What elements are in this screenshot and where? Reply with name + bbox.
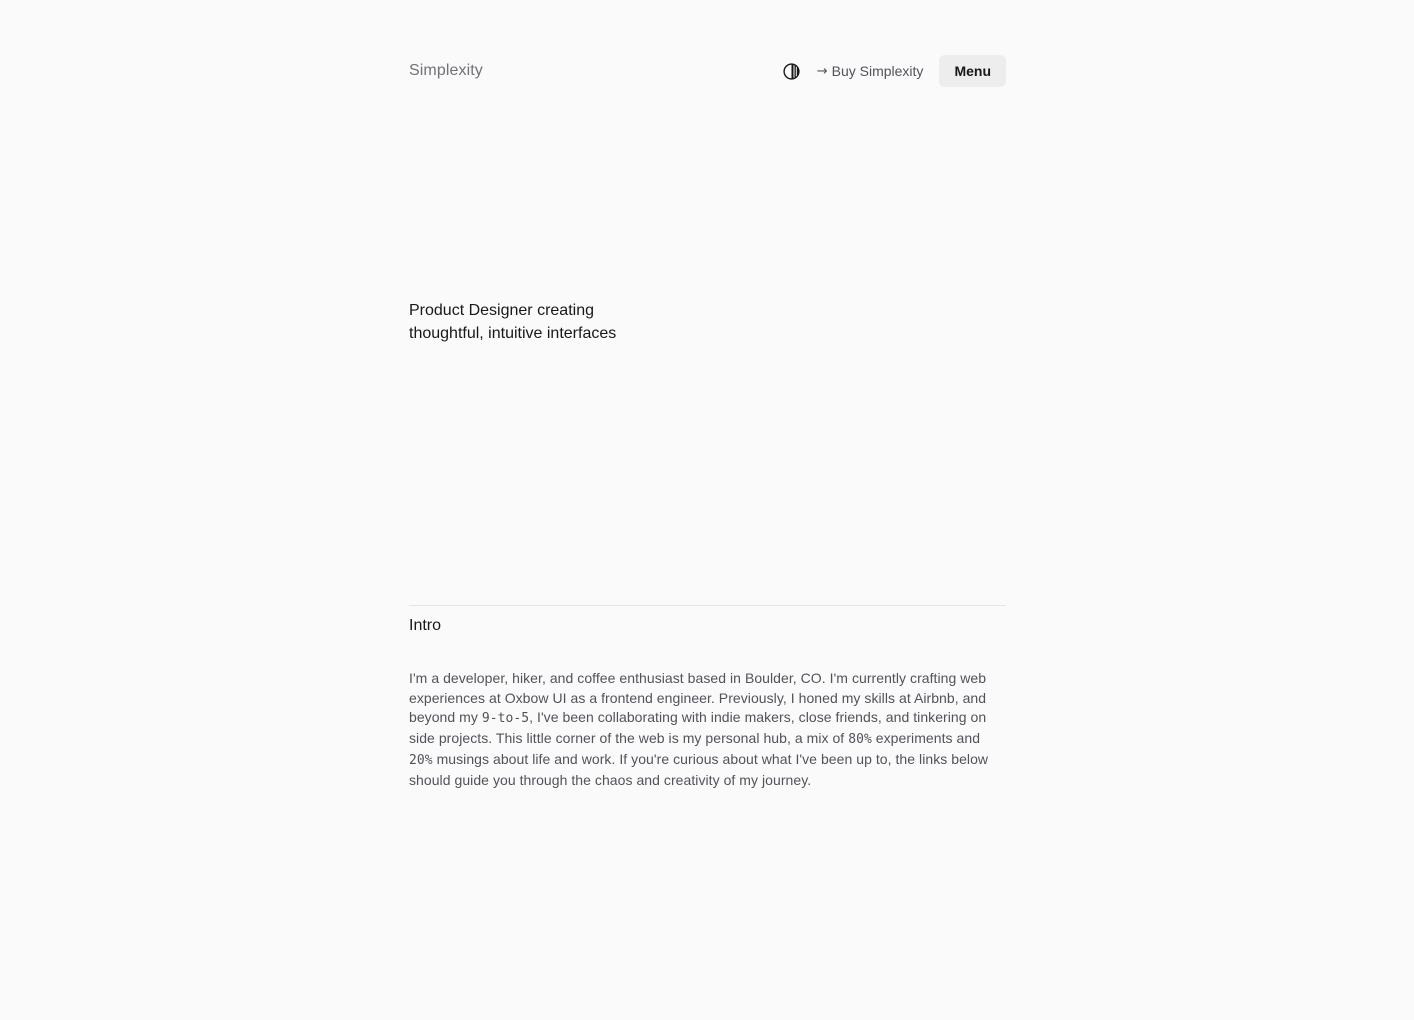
intro-mono-9-to-5: 9-to-5	[481, 711, 530, 727]
arrow-right-icon: →	[816, 63, 828, 79]
intro-text-part-1: I'm a developer, hiker, and coffee enthusiast based in Boulder, CO. I'm currently crafting web experiences at Oxbow UI as a frontend engineer. Previously, I honed my skills at Airbnb, and beyond my	[409, 670, 987, 726]
intro-text-part-2: , I've been collaborating with indie makers, close friends, and tinkering on side projects. This little corner of the web is my personal hub, a mix of	[409, 709, 987, 747]
theme-toggle-button[interactable]	[783, 62, 801, 80]
buy-simplexity-label: Buy Simplexity	[831, 63, 924, 79]
header-actions	[783, 55, 1006, 87]
intro-paragraph	[409, 669, 1006, 790]
intro-text-part-4: musings about life and work. If you're curious about what I've been up to, the links below should guide you through the chaos and creativity of my journey.	[409, 750, 989, 788]
intro-text-part-3: experiments and	[871, 730, 981, 747]
intro-mono-20-percent: 20%	[409, 752, 433, 768]
intro-title: Intro	[409, 617, 442, 634]
hero-line-2: thoughtful, intuitive interfaces	[409, 325, 617, 342]
site-header	[409, 55, 1006, 87]
hero-headline	[409, 299, 669, 345]
buy-simplexity-link[interactable]	[817, 63, 924, 79]
contrast-icon	[783, 63, 800, 80]
intro-mono-80-percent: 80%	[848, 732, 872, 748]
section-divider	[409, 605, 1006, 606]
menu-button[interactable]: Menu	[939, 55, 1006, 87]
brand-link[interactable]: Simplexity	[409, 62, 483, 79]
hero-line-1: Product Designer creating	[409, 302, 594, 319]
